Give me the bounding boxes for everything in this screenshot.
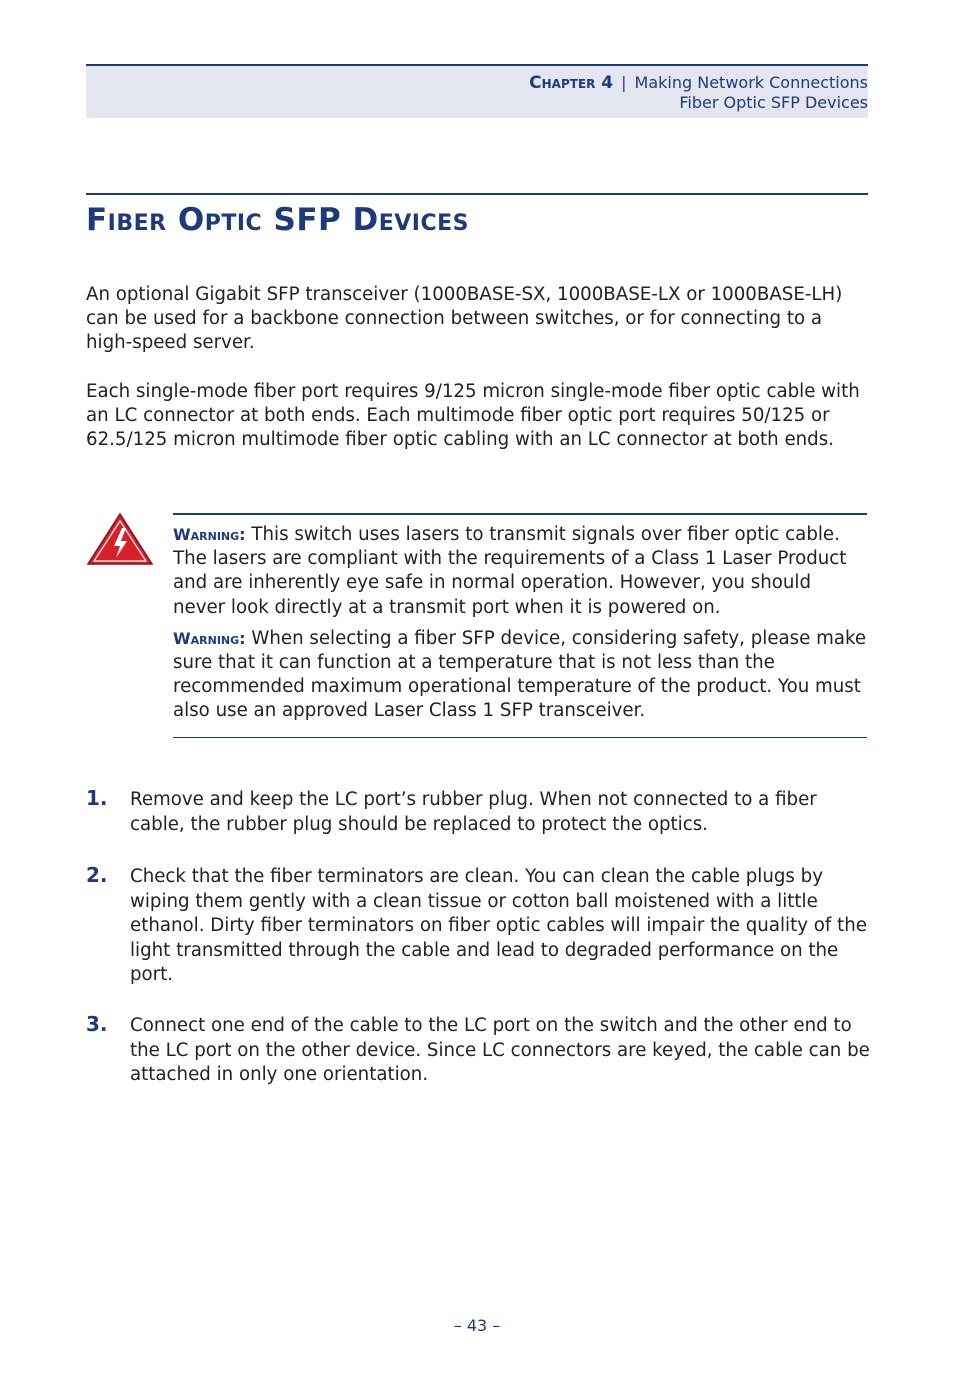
section-title: Fiber Optic SFP Devices <box>86 202 470 238</box>
step-number: 3. <box>86 1012 108 1036</box>
warning-label: Warning: <box>173 628 246 648</box>
chapter-label: Chapter 4 <box>529 73 614 93</box>
chapter-title: Making Network Connections <box>634 73 868 92</box>
warning-box <box>173 513 867 738</box>
warning-label: Warning: <box>173 525 246 544</box>
step-text: Check that the fiber terminators are clean. You can clean the cable plugs by wiping them gently with a clean tissue or cotton ball moistened with a little ethanol. Dirty fiber terminators on fiber optic cables will impair the quality of the light transmitted through the cable and lead to degraded performance on the port. <box>130 866 867 986</box>
section-rule <box>86 193 868 195</box>
step-number: 1. <box>86 786 108 810</box>
warning-text: When selecting a fiber SFP device, considering safety, please make sure that it can function at a temperature that is not less than the recommended maximum operational temperature of the product. You must also use an approved Laser Class 1 SFP transceiver. <box>173 627 867 722</box>
warning-text: This switch uses lasers to transmit signals over fiber optic cable. The lasers are compliant with the requirements of a Class 1 Laser Product and are inherently eye safe in normal operation. However, you should never look directly at a transmit port when it is powered on. <box>173 524 847 618</box>
warning-laser <box>173 523 867 620</box>
step-text: Connect one end of the cable to the LC port on the switch and the other end to the LC port on the other device. Since LC connectors are keyed, the cable can be attached in only one orientation. <box>130 1015 870 1086</box>
step-number: 2. <box>86 863 108 887</box>
header-chapter-line <box>529 73 868 93</box>
intro-paragraph: An optional Gigabit SFP transceiver (1000BASE-SX, 1000BASE-LX or 1000BASE-LH) can be used for a backbone connection between switches, or for connecting to a high-speed server. <box>86 284 843 354</box>
cabling-paragraph: Each single-mode fiber port requires 9/125 micron single-mode fiber optic cable with an LC connector at both ends. Each multimode fiber optic port requires 50/125 or 62.5/125 micron multimode fiber optic cabling with an LC connector at both ends. <box>86 381 860 451</box>
header-section-name: Fiber Optic SFP Devices <box>679 93 868 112</box>
warning-temperature <box>173 627 867 724</box>
laser-warning-triangle-icon <box>86 512 154 566</box>
step-text: Remove and keep the LC port’s rubber plug. When not connected to a fiber cable, the rubber plug should be replaced to protect the optics. <box>130 789 817 835</box>
running-header <box>86 64 868 118</box>
header-separator: | <box>621 73 627 92</box>
page-number: – 43 – <box>453 1316 501 1335</box>
